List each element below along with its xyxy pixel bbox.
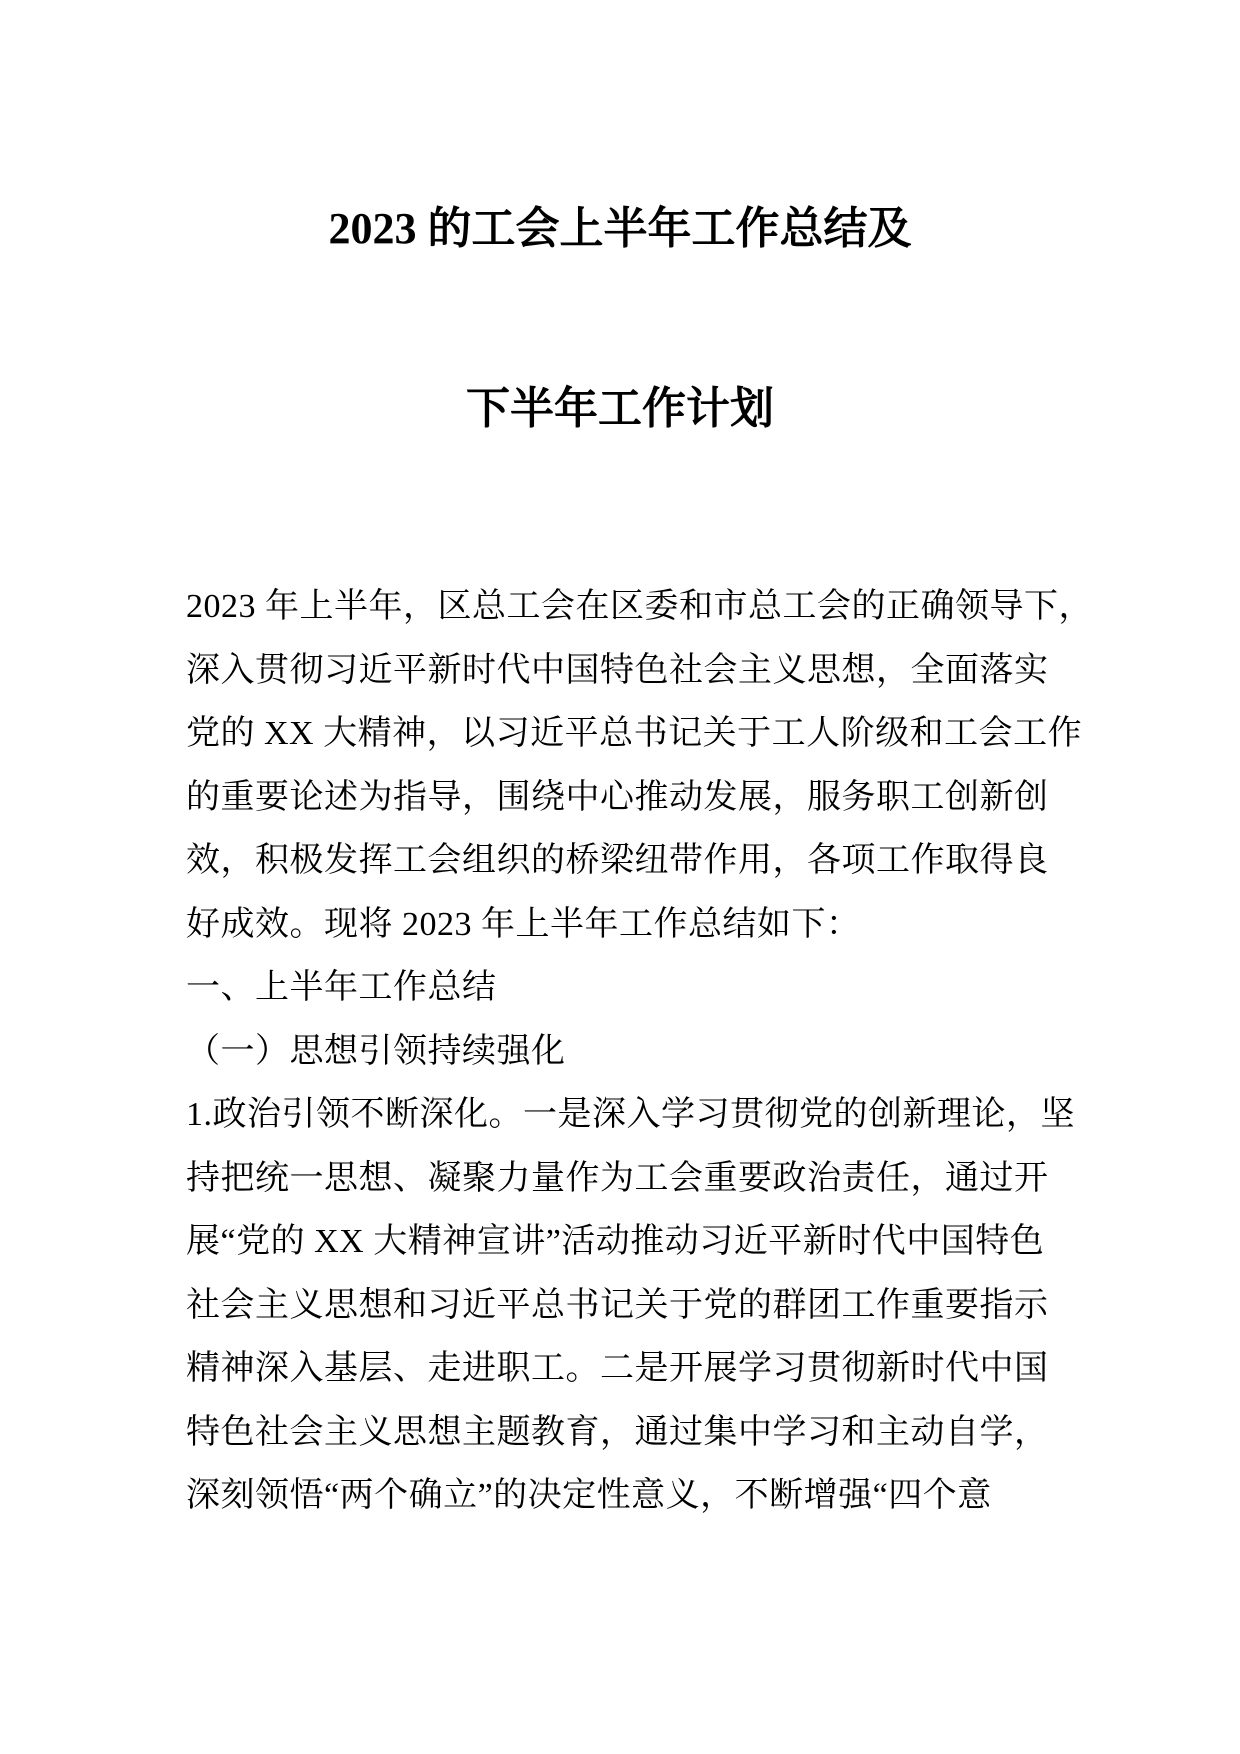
body-line: 深入贯彻习近平新时代中国特色社会主义思想，全面落实 [186, 651, 1049, 689]
body-line: 特色社会主义思想主题教育，通过集中学习和主动自学， [186, 1413, 1049, 1451]
body-line: 深刻领悟“两个确立”的决定性意义，不断增强“四个意 [186, 1477, 992, 1514]
body-line: 2023 年上半年，区总工会在区委和市总工会的正确领导下， [186, 588, 1093, 625]
body-line: 1.政治引领不断深化。一是深入学习贯彻党的创新理论，坚 [186, 1096, 1075, 1133]
body-line: 效，积极发挥工会组织的桥梁纽带作用，各项工作取得良 [186, 842, 1049, 879]
body-line: 党的 XX 大精神，以习近平总书记关于工人阶级和工会工作 [186, 715, 1083, 752]
body-line: 好成效。现将 2023 年上半年工作总结如下： [186, 905, 861, 943]
document-title-line-2: 下半年工作计划 [466, 384, 774, 433]
body-line: 持把统一思想、凝聚力量作为工会重要政治责任，通过开 [186, 1159, 1049, 1197]
document-body [186, 575, 1100, 1528]
body-line: 精神深入基层、走进职工。二是开展学习贯彻新时代中国 [186, 1350, 1049, 1387]
section-heading-line: 一、上半年工作总结 [186, 969, 497, 1006]
body-line: 社会主义思想和习近平总书记关于党的群团工作重要指示 [186, 1286, 1049, 1324]
body-line: 的重要论述为指导，围绕中心推动发展，服务职工创新创 [186, 778, 1049, 816]
subsection-heading-line: （一）思想引领持续强化 [186, 1032, 566, 1070]
body-line: 展“党的 XX 大精神宣讲”活动推动习近平新时代中国特色 [186, 1223, 1045, 1260]
document-title-line-1: 2023 的工会上半年工作总结及 [328, 204, 912, 253]
